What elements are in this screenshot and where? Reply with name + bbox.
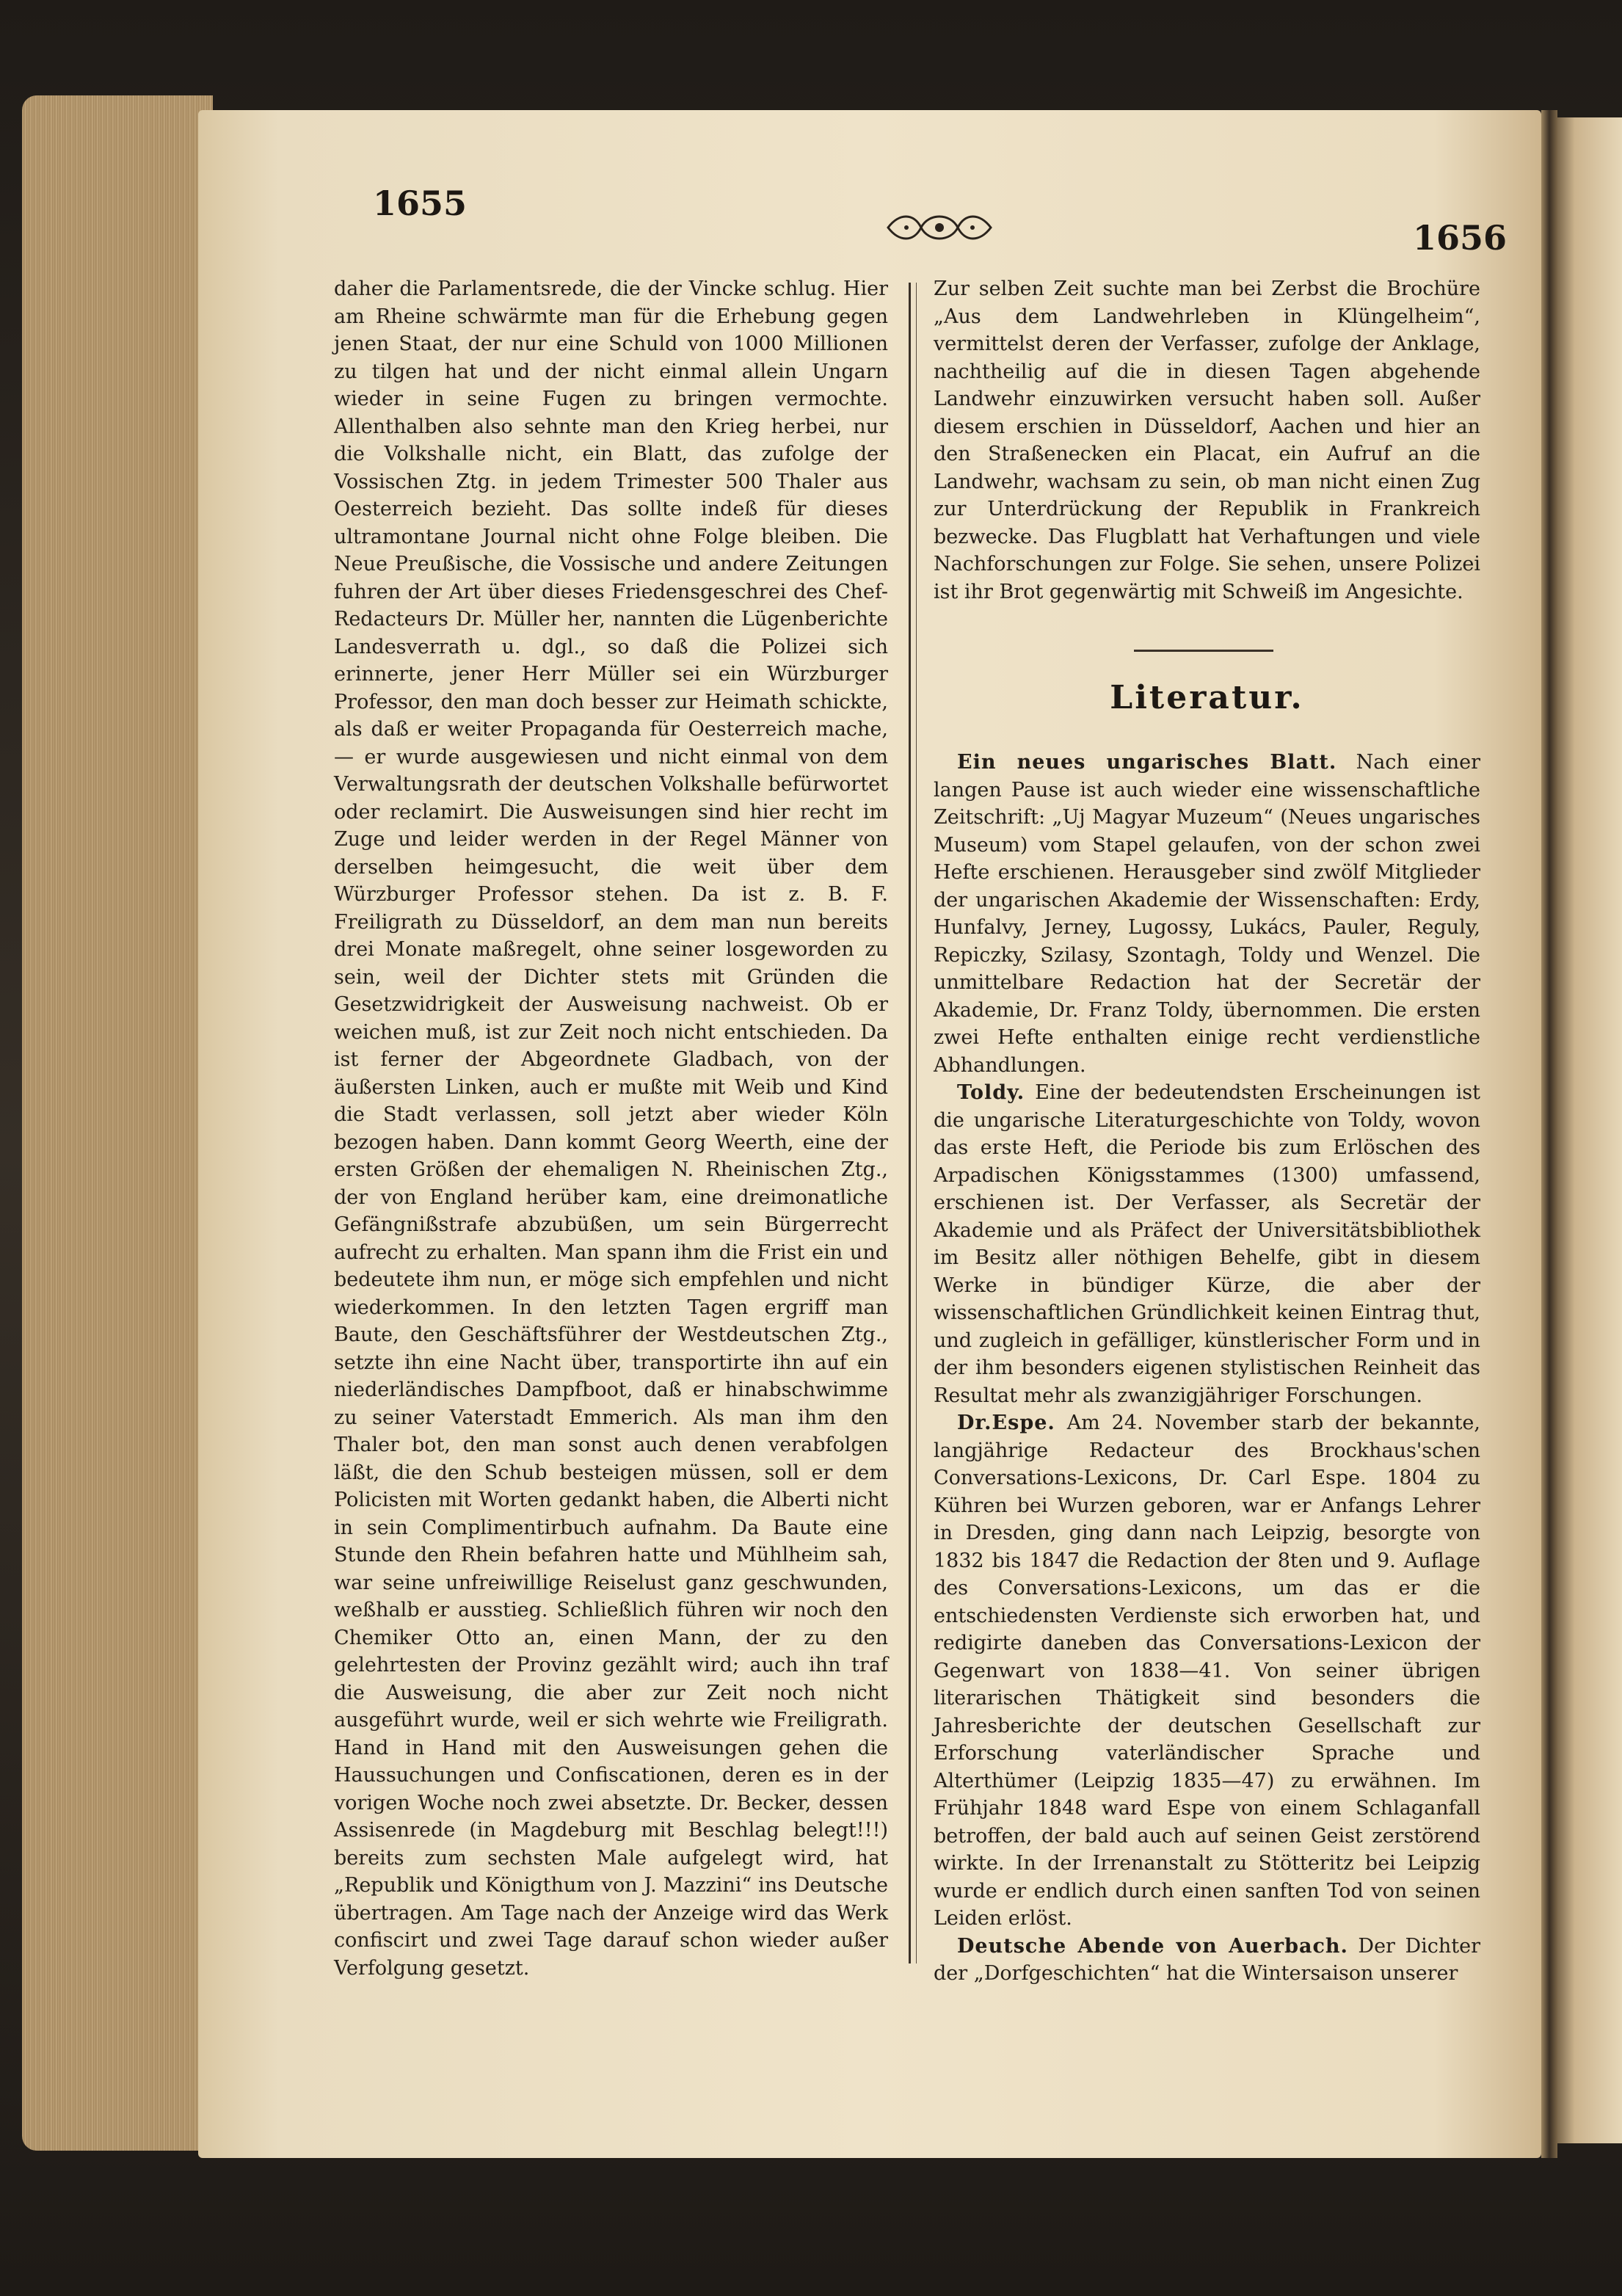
article-toldy (934, 1079, 1480, 1409)
article-lead: Dr.Espe. (957, 1412, 1055, 1434)
article-text: Eine der bedeutendsten Erscheinungen ist die ungarische Literaturgeschichte von Toldy, wovon das erste Heft, die Periode bis zum Erlöschen des Arpadischen Königsstammes (1300) umfassend, erschienen ist. Der Verfasser, als Secretär der Akademie und als Präfect der Universitätsbibliothek im Besitz aller nöthigen Behelfe, gibt in diesem Werke in bündiger Kürze, die aber der wissenschaftlichen Gründlichkeit keinen Eintrag thut, und zugleich in gefälliger, künstlerischer Form und in der ihm besonders eigenen stylistischen Reinheit das Resultat mehr als zwanzigjähriger Forschungen. (934, 1081, 1480, 1407)
literature-sections (934, 749, 1480, 1988)
left-column-text: daher die Parlamentsrede, die der Vincke schlug. Hier am Rheine schwärmte man für die Erhebung gegen jenen Staat, der nur eine Schuld von 1000 Millionen zu tilgen hat und der nicht einmal allein Ungarn wieder in seine Fugen zu bringen vermochte. Allenthalben also sehnte man den Krieg herbei, nur die Volkshalle nicht, ein Blatt, das zufolge der Vossischen Ztg. in jedem Trimester 500 Thaler aus Oesterreich bezieht. Das sollte indeß für dieses ultramontane Journal nicht ohne Folge bleiben. Die Neue Preußische, die Vossische und andere Zeitungen fuhren der Art über dieses Friedensgeschrei des Chef-Redacteurs Dr. Müller her, nannten die Lügenberichte Landesverrath u. dgl., so daß die Polizei sich erinnerte, jener Herr Müller sei ein Würzburger Professor, den man doch besser zur Heimath schickte, als daß er weiter Propaganda für Oesterreich mache, — er wurde ausgewiesen und nicht einmal von dem Verwaltungsrath der deutschen Volkshalle befürwortet oder reclamirt. Die Ausweisungen sind hier recht im Zuge und leider werden in der Regel Männer von derselben heimgesucht, die weit über dem Würzburger Professor stehen. Da ist z. B. F. Freiligrath zu Düsseldorf, an dem man nun bereits drei Monate maßregelt, ohne seiner losgeworden zu sein, weil der Dichter stets mit Gründen die Gesetzwidrigkeit der Ausweisung nachweist. Ob er weichen muß, ist zur Zeit noch nicht entschieden. Da ist ferner der Abgeordnete Gladbach, von der äußersten Linken, auch er mußte mit Weib und Kind die Stadt verlassen, soll jetzt aber wieder Köln bezogen haben. Dann kommt Georg Weerth, eine der ersten Größen der ehemaligen N. Rheinischen Ztg., der von England herüber kam, eine dreimonatliche Gefängnißstrafe abzubüßen, um sein Bürgerrecht aufrecht zu erhalten. Man spann ihm die Frist ein und bedeutete ihm nun, er möge sich empfehlen und nicht wiederkommen. In den letzten Tagen ergriff man Baute, den Geschäftsführer der Westdeutschen Ztg., setzte ihn eine Nacht über, transportirte ihn auf ein niederländisches Dampfboot, daß er hinabschwimme zu seiner Vaterstadt Emmerich. Als man ihm den Thaler bot, den man sonst auch denen verabfolgen läßt, die den Schub besteigen müssen, soll er dem Policisten mit Worten gedankt haben, die Alberti nicht in sein Complimentirbuch aufnahm. Da Baute eine Stunde den Rhein befahren hatte und Mühlheim sah, war seine unfreiwillige Reiselust ganz geschwunden, weßhalb er ausstieg. Schließlich führen wir noch den Chemiker Otto an, einen Mann, der zu den gelehrtesten der Provinz gezählt wird; auch ihn traf die Ausweisung, die aber zur Zeit noch nicht ausgeführt wurde, weil er sich wehrte wie Freiligrath. Hand in Hand mit den Ausweisungen gehen die Haussuchungen und Confiscationen, deren es in der vorigen Woche noch zwei absetzte. Dr. Becker, dessen Assisenrede (in Magdeburg mit Beschlag belegt!!!) bereits zum sechsten Male aufgelegt wird, hat „Republik und Königthum von J. Mazzini“ ins Deutsche übertragen. Am Tage nach der Anzeige wird das Werk confiscirt und zwei Tage darauf schon wieder außer Verfolgung gesetzt. (334, 277, 888, 1980)
article-text: Nach einer langen Pause ist auch wieder eine wissenschaftliche Zeitschrift: „Uj Magyar Muzeum“ (Neues ungarisches Museum) vom Stapel gelaufen, von der schon zwei Hefte erschienen. Herausgeber sind zwölf Mitglieder der ungarischen Akademie der Wissenschaften: Erdy, Hunfalvy, Jerney, Lugossy, Lukács, Pauler, Reguly, Repiczky, Szilasy, Szontagh, Toldy und Wenzel. Die unmittelbare Redaction hat der Secretär der Akademie, Dr. Franz Toldy, übernommen. Die ersten zwei Hefte enthalten einige recht verdienstliche Abhandlungen. (934, 751, 1480, 1077)
right-column (934, 275, 1480, 606)
column-divider (909, 283, 911, 1963)
ornament-icon (884, 209, 994, 246)
article-hungarian-journal (934, 749, 1480, 1079)
page-number-right: 1656 (1413, 218, 1508, 258)
column-divider-thin (916, 283, 917, 1963)
right-column-intro: Zur selben Zeit suchte man bei Zerbst die Brochüre „Aus dem Landwehrleben in Klüngelheim“, vermittelst deren der Verfasser, zufolge der Anklage, nachtheilig auf die in diesen Tagen abgehende Landwehr einzuwirken versucht haben soll. Außer diesem erschien in Düsseldorf, Aachen und hier an den Straßenecken ein Placat, ein Aufruf an die Landwehr, wachsam zu sein, ob man nicht einen Zug zur Unterdrückung der Republik in Frankreich bezwecke. Das Flugblatt hat Verhaftungen und viele Nachforschungen zur Folge. Sie sehen, unsere Polizei ist ihr Brot gegenwärtig mit Schweiß im Angesichte. (934, 277, 1480, 603)
left-column (334, 275, 888, 1982)
page-number-left: 1655 (373, 184, 468, 223)
section-rule (1134, 650, 1273, 652)
article-text: Der Dichter der „Dorfgeschichten“ hat die Wintersaison unserer (934, 1934, 1480, 1985)
book-spine (1541, 110, 1557, 2158)
section-heading: Literatur. (1110, 679, 1304, 716)
page-edges (22, 95, 213, 2151)
article-text: Am 24. November starb der bekannte, langjährige Redacteur des Brockhaus'schen Conversations-Lexicons, Dr. Carl Espe. 1804 zu Kühren bei Wurzen geboren, war er Anfangs Lehrer in Dresden, ging dann nach Leipzig, besorgte von 1832 bis 1847 die Redaction der 8ten und 9. Auflage des Conversations-Lexicons, um das er die entschiedensten Verdienste sich erworben hat, und redigirte daneben das Conversations-Lexicon der Gegenwart von 1838—41. Von seiner übrigen literarischen Thätigkeit sind besonders die Jahresberichte der deutschen Gesellschaft zur Erforschung vaterländischer Sprache und Alterthümer (Leipzig 1835—47) zu erwähnen. Im Frühjahr 1848 ward Espe von einem Schlaganfall betroffen, der bald auch auf seinen Geist zerstörend wirkte. In der Irrenanstalt zu Stötteritz bei Leipzig wurde er endlich durch einen sanften Tod von seinen Leiden erlöst. (934, 1412, 1480, 1930)
article-lead: Ein neues ungarisches Blatt. (957, 751, 1337, 774)
article-lead: Toldy. (957, 1081, 1025, 1104)
article-espe (934, 1409, 1480, 1933)
article-auerbach (934, 1933, 1480, 1988)
article-lead: Deutsche Abende von Auerbach. (957, 1934, 1348, 1958)
next-page-edge (1554, 117, 1622, 2143)
